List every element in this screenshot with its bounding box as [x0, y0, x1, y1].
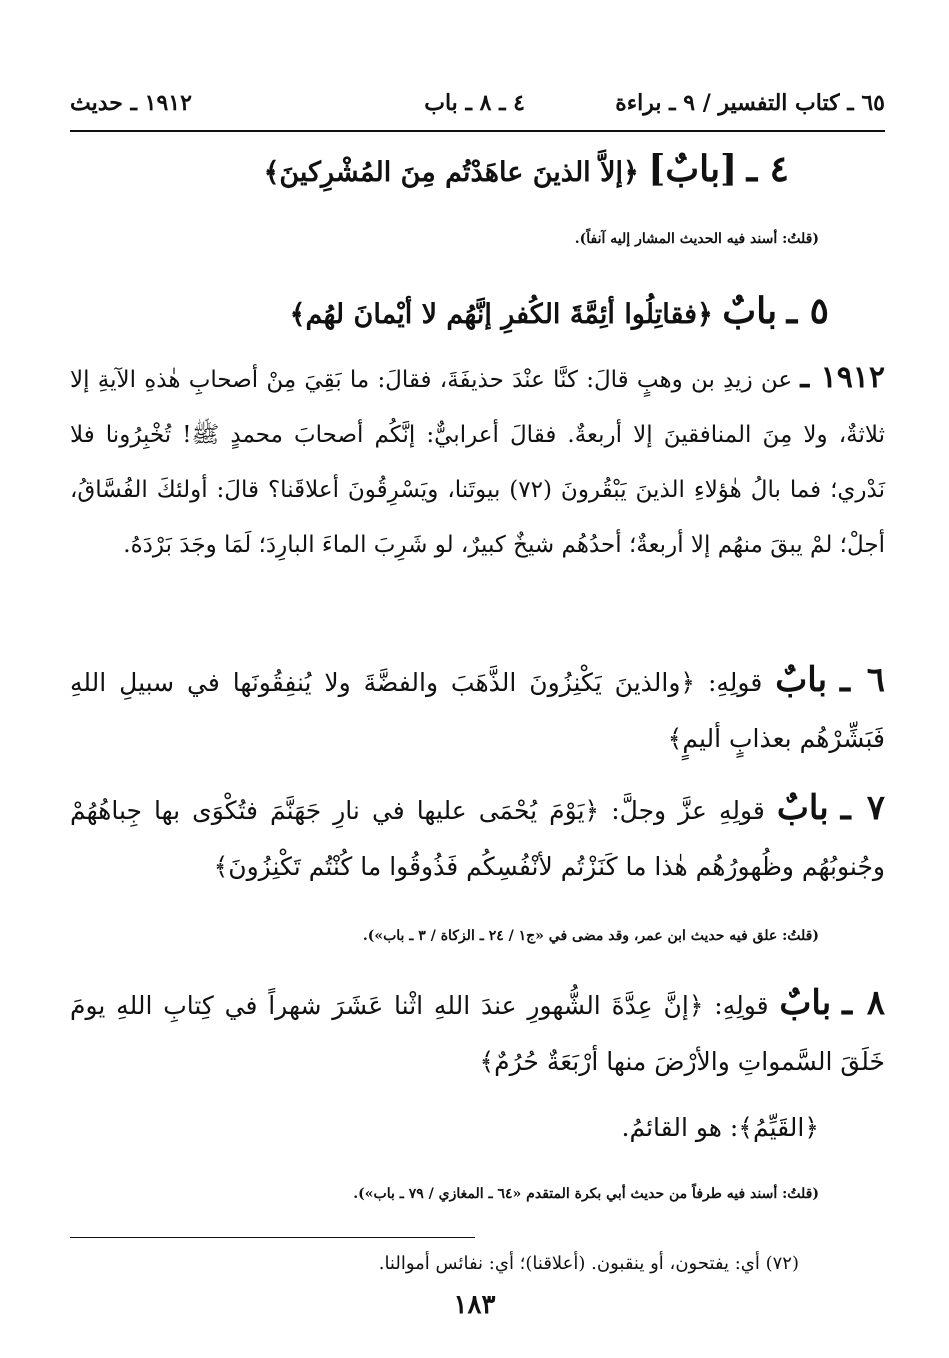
hadith-number: ١٩١٢ ـ	[800, 360, 886, 395]
chapter-7	[70, 780, 885, 895]
chapter-8-bab: بابٌ	[779, 983, 832, 1023]
chapter-8-gloss: ﴿القَيِّمُ﴾: هو القائمُ.	[621, 1113, 819, 1142]
header-book-title: ٦٥ ـ كتاب التفسير / ٩ ـ براءة	[615, 90, 885, 116]
note-3: (قلتُ: أسند فيه طرفاً من حديث أبي بكرة المتقدم «٦٤ ـ المغازي / ٧٩ ـ باب»).	[353, 1186, 819, 1202]
chapter-8-number: ٨ ـ	[842, 983, 885, 1023]
chapter-8	[70, 975, 885, 1090]
chapter-4-title: ﴿إلاَّ الذينَ عاهَدْتُم مِنَ المُشْرِكينَ﴾	[263, 157, 639, 188]
chapter-6-text: قولِهِ: ﴿والذينَ يَكْنِزُونَ الذَّهَبَ والفضَّةَ ولا يُنفِقُونَها في سبيلِ اللهِ فَبَشِّرْهُم بعذابٍ أليمٍ﴾	[70, 668, 885, 753]
note-2: (قلتُ: علق فيه حديث ابن عمر، وقد مضى في «ج١ / ٢٤ ـ الزكاة / ٣ ـ باب»).	[362, 928, 819, 944]
header-hadith-ref: ١٩١٢ ـ حديث	[70, 90, 192, 116]
chapter-5-bab: بابٌ	[722, 290, 778, 332]
chapter-8-text: قولِهِ: ﴿إنَّ عِدَّةَ الشُّهورِ عندَ اللهِ اثْنا عَشَرَ شهراً في كِتابِ اللهِ يومَ خَلَقَ السَّمواتِ والأرْضَ منها أرْبَعَةٌ حُرُمٌ﴾	[70, 991, 885, 1076]
chapter-5-heading	[290, 290, 829, 336]
chapter-7-text: قولِهِ عزَّ وجلَّ: ﴿يَوْمَ يُحْمَى عليها في نارِ جَهَنَّمَ فتُكْوَى بها جِباهُهُمْ وجُنوبُهُم وظُهورُهُم هٰذا ما كَنَزْتُم لأنْفُسِكُم فَذُوقُوا ما كُنْتُم تَكْنِزُونَ﴾	[70, 796, 885, 881]
chapter-5-title: ﴿فقاتِلُوا أئِمَّةَ الكُفرِ إنَّهُم لا أيْمانَ لهُم﴾	[289, 299, 713, 330]
hadith-text: عن زيدِ بن وهبٍ قالَ: كنَّا عنْدَ حذيفَةَ، فقالَ: ما بَقِيَ مِنْ أصحابِ هٰذهِ الآيةِ إلا ثلاثةٌ، ولا مِنَ المنافقينَ إلا أربعةٌ. فقالَ أعرابيٌّ: إنَّكُم أصحابَ محمدٍ ﷺ! تُخْبِرُونا فلا نَدْري؛ فما بالُ هٰؤلاءِ الذينَ يَبْقُرونَ (٧٢) بيوتَنا، ويَسْرِقُونَ أعلاقَنا؟ قالَ: أولئكَ الفُسَّاقُ، أجلْ؛ لمْ يبقَ منهُم إلا أربعةٌ؛ أحدُهُم شيخٌ كبيرٌ، لو شَرِبَ الماءَ البارِدَ؛ لَمَا وجَدَ بَرْدَهُ.	[70, 367, 885, 558]
chapter-7-number: ٧ ـ	[840, 788, 885, 828]
chapter-4-heading	[264, 148, 789, 194]
note-1: (قلتُ: أسند فيه الحديث المشار إليه آنفاً).	[574, 231, 819, 247]
chapter-4-number: ٤ ـ	[746, 148, 789, 190]
chapter-5-number: ٥ ـ	[786, 290, 829, 332]
chapter-4-bab: [بابٌ]	[648, 148, 738, 190]
footnote-divider	[70, 1237, 475, 1238]
header-chapter-ref: ٤ ـ ٨ ـ باب	[424, 90, 525, 116]
chapter-6	[70, 652, 885, 767]
chapter-6-bab: بابٌ	[775, 660, 828, 700]
page-number: ١٨٣	[453, 1290, 496, 1320]
hadith-1912	[70, 350, 885, 573]
running-header	[70, 84, 885, 124]
footnote-72: (٧٢) أي: يفتحون، أو ينقبون. (أعلاقنا)؛ أي: نفائس أموالنا.	[378, 1253, 799, 1274]
chapter-6-number: ٦ ـ	[839, 660, 885, 700]
header-divider	[70, 130, 885, 132]
chapter-7-bab: بابٌ	[776, 788, 829, 828]
